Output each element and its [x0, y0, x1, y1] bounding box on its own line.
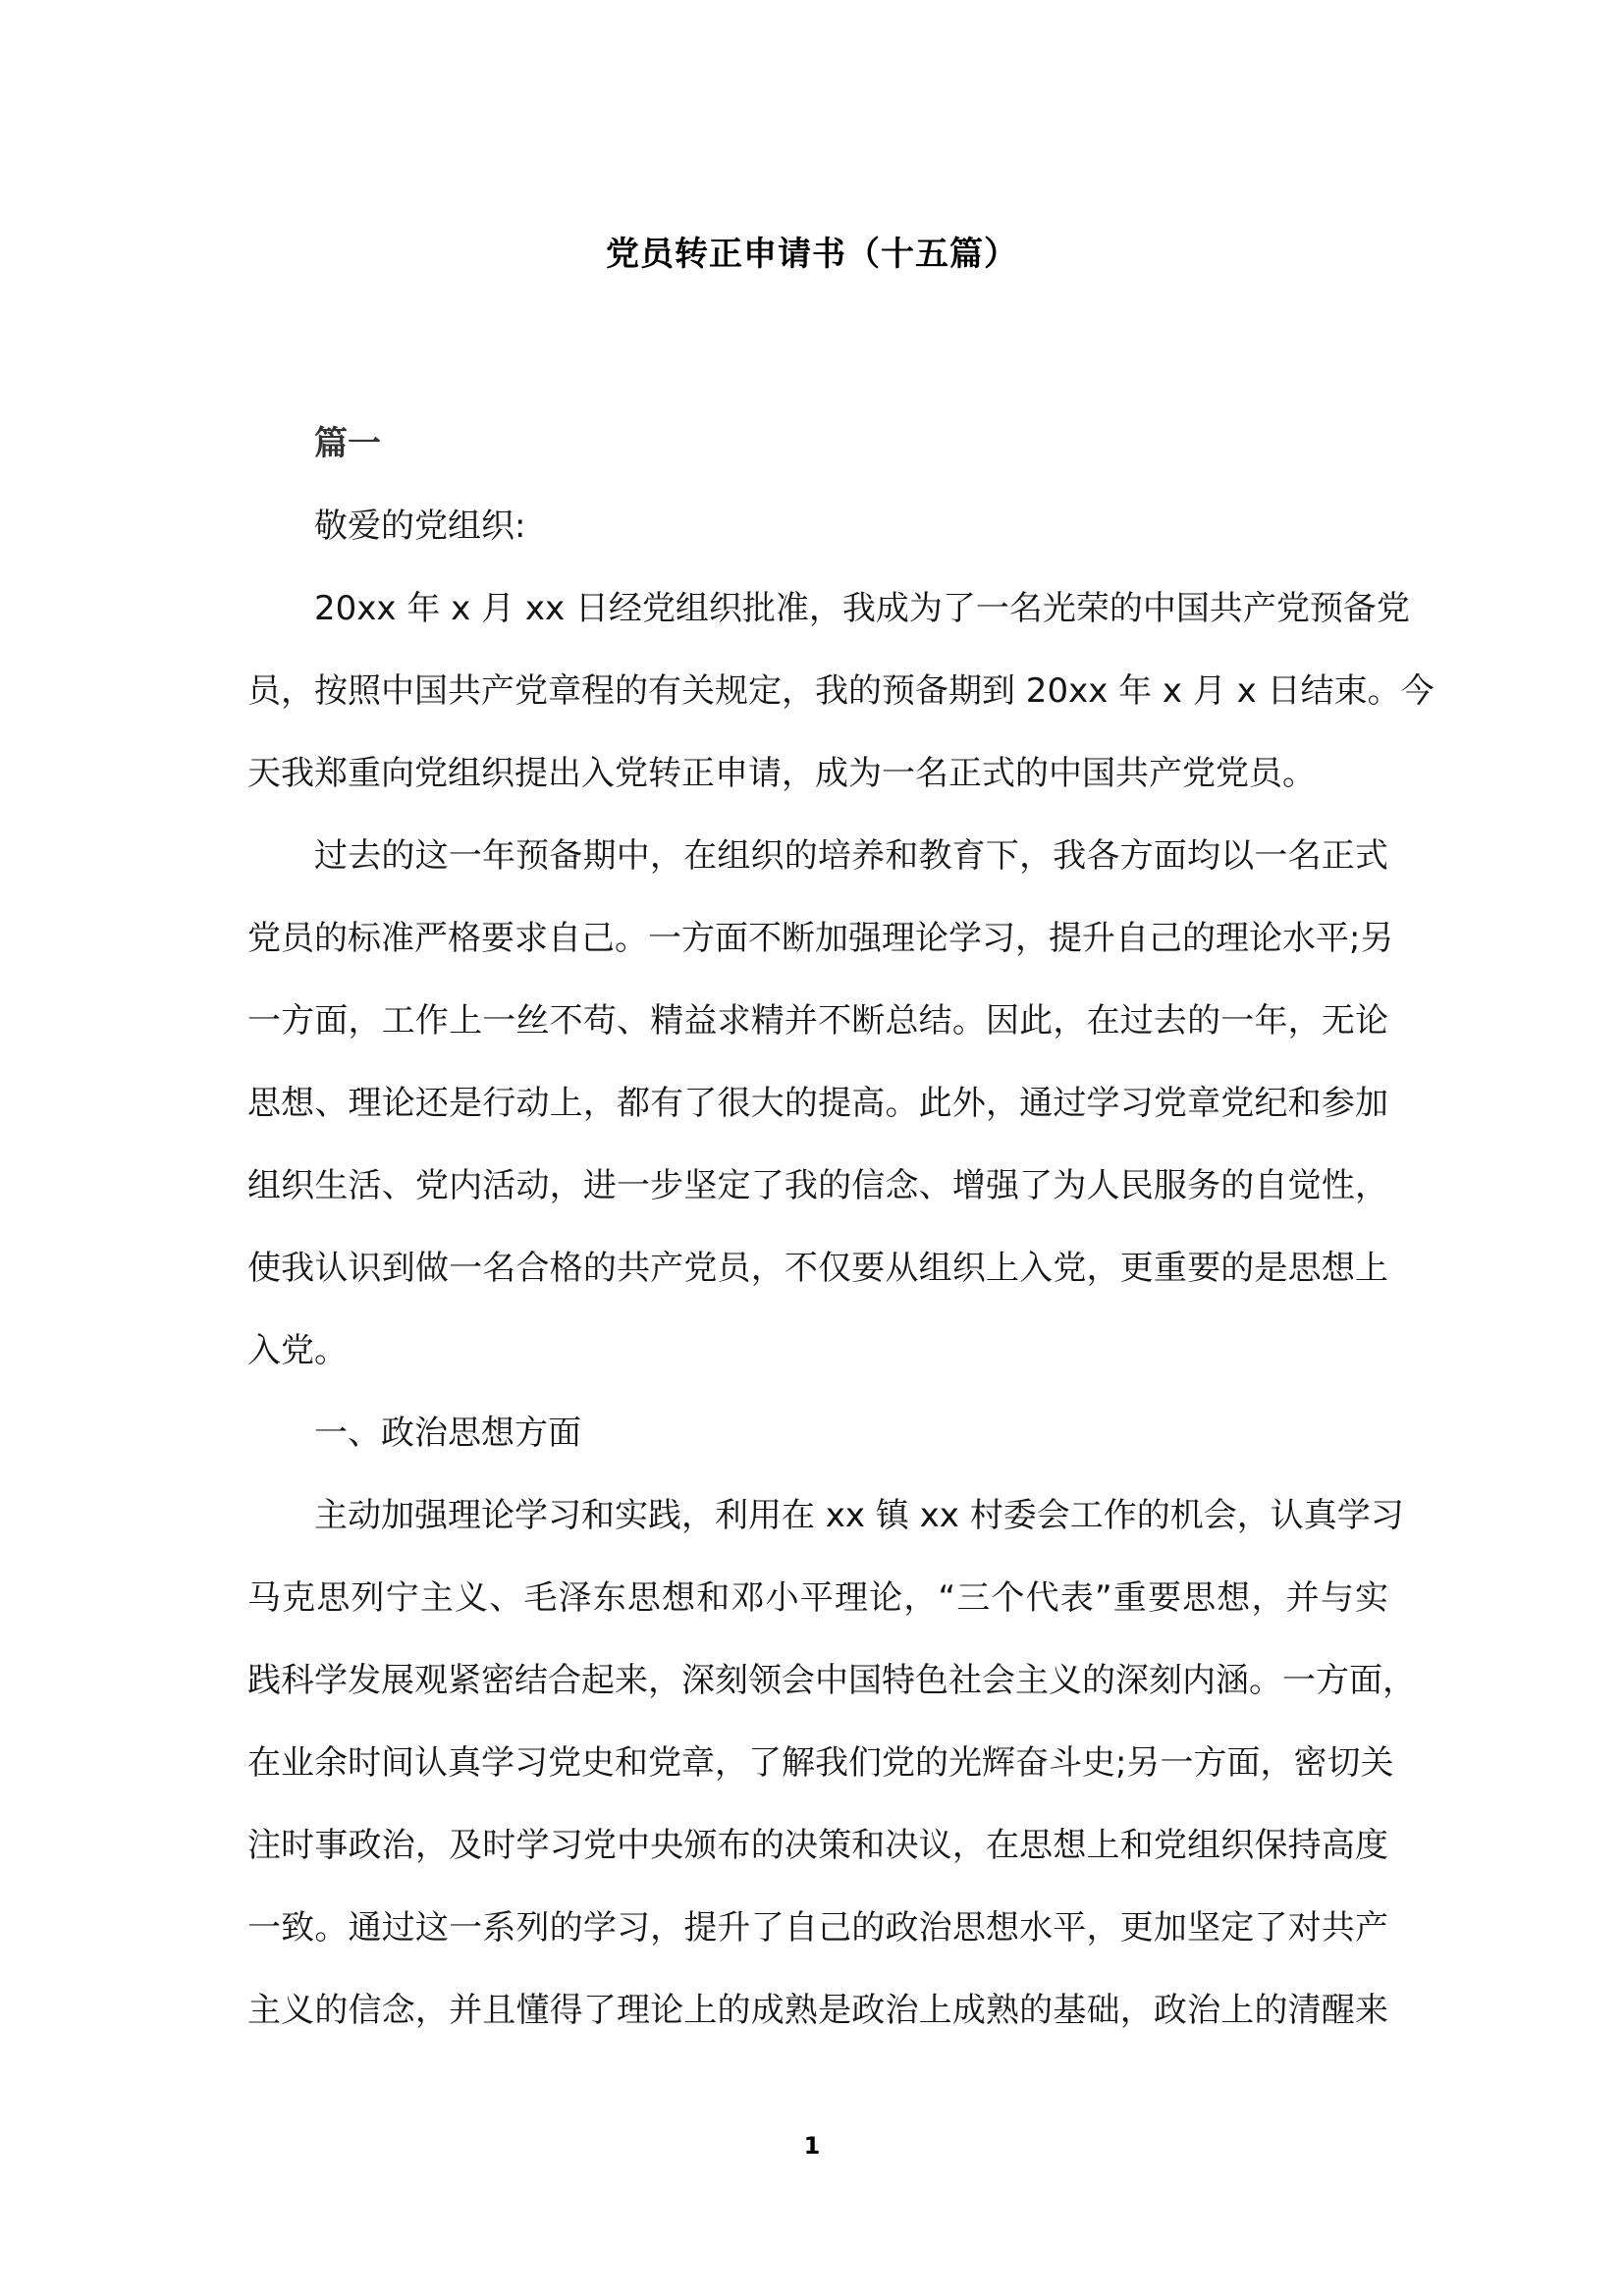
document-body	[247, 402, 1435, 2052]
paragraph-line: 使我认识到做一名合格的共产党员，不仅要从组织上入党，更重要的是思想上	[247, 1249, 1388, 1288]
paragraph-1	[247, 567, 1435, 815]
paragraph-line: 主义的信念，并且懂得了理论上的成熟是政治上成熟的基础，政治上的清醒来	[247, 1991, 1388, 2030]
paragraph-line: 一致。通过这一系列的学习，提升了自己的政治思想水平，更加坚定了对共产	[247, 1908, 1388, 1948]
page-number: 1	[803, 2132, 821, 2160]
paragraph-line: 在业余时间认真学习党史和党章，了解我们党的光辉奋斗史;另一方面，密切关	[247, 1743, 1394, 1783]
paragraph-line: 主动加强理论学习和实践，利用在 xx 镇 xx 村委会工作的机会，认真学习	[314, 1496, 1404, 1535]
paragraph-line: 践科学发展观紧密结合起来，深刻领会中国特色社会主义的深刻内涵。一方面，	[247, 1661, 1416, 1700]
paragraph-line: 天我郑重向党组织提出入党转正申请，成为一名正式的中国共产党党员。	[247, 754, 1316, 793]
paragraph-2	[247, 815, 1394, 1392]
paragraph-line: 一方面，工作上一丝不苟、精益求精并不断总结。因此，在过去的一年，无论	[247, 1001, 1388, 1041]
paragraph-line: 马克思列宁主义、毛泽东思想和邓小平理论，“三个代表”重要思想，并与实	[247, 1578, 1388, 1618]
paragraph-3	[247, 1474, 1416, 2052]
paragraph-line: 思想、理论还是行动上，都有了很大的提高。此外，通过学习党章党纪和参加	[247, 1084, 1388, 1123]
paragraph-line: 党员的标准严格要求自己。一方面不断加强理论学习，提升自己的理论水平;另	[247, 919, 1394, 958]
salutation: 敬爱的党组织:	[314, 507, 526, 546]
paragraph-line: 员，按照中国共产党章程的有关规定，我的预备期到 20xx 年 x 月 x 日结束。今	[247, 671, 1435, 711]
subsection-heading: 一、政治思想方面	[314, 1414, 581, 1453]
paragraph-line: 入党。	[247, 1331, 348, 1370]
section-heading: 篇一	[314, 424, 381, 463]
paragraph-line: 注时事政治，及时学习党中央颁布的决策和决议，在思想上和党组织保持高度	[247, 1826, 1388, 1865]
paragraph-line: 过去的这一年预备期中，在组织的培养和教育下，我各方面均以一名正式	[314, 836, 1388, 876]
paragraph-line: 组织生活、党内活动，进一步坚定了我的信念、增强了为人民服务的自觉性，	[247, 1166, 1388, 1205]
paragraph-line: 20xx 年 x 月 xx 日经党组织批准，我成为了一名光荣的中国共产党预备党	[314, 589, 1410, 628]
document-title: 党员转正申请书（十五篇）	[606, 235, 1018, 274]
